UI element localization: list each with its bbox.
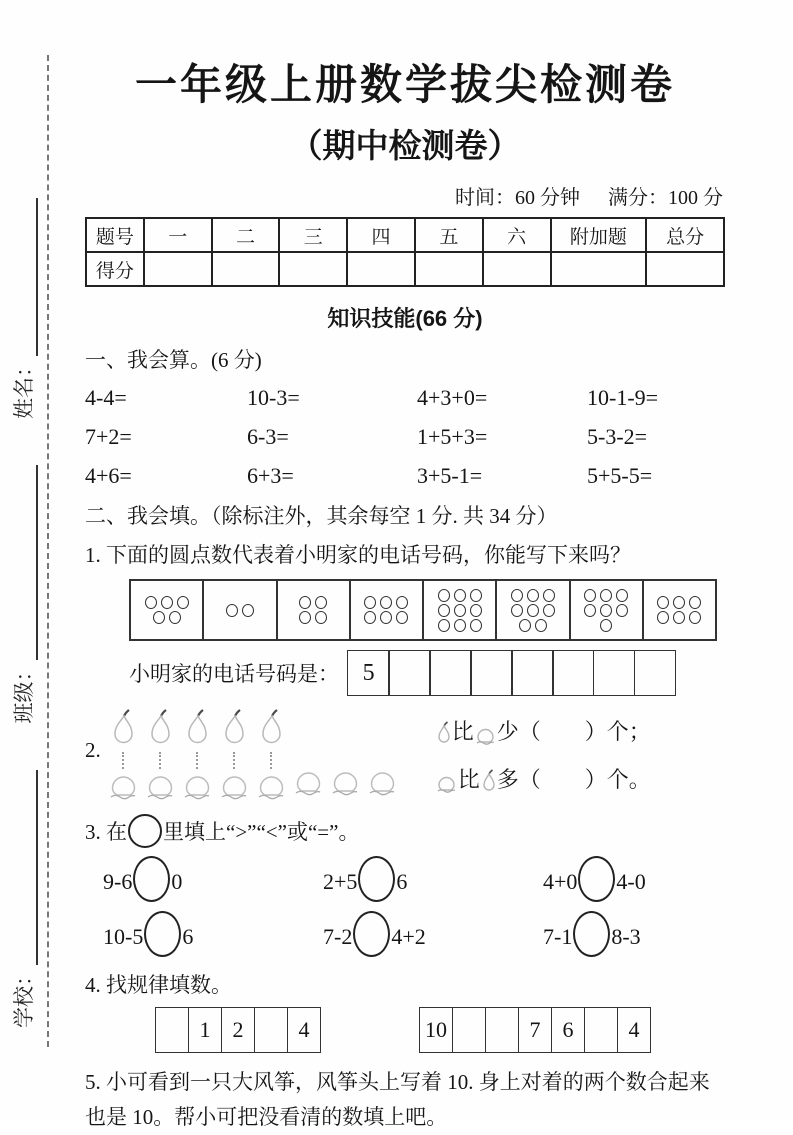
chick-icon: [145, 770, 176, 805]
dot-row: [224, 603, 256, 618]
dot-card: [424, 581, 497, 639]
dot: [299, 611, 311, 624]
section-title: 知识技能(66 分): [327, 306, 483, 331]
dot: [145, 596, 157, 609]
dot: [543, 604, 555, 617]
dot: [543, 589, 555, 602]
sequence-number-cell: 1: [189, 1008, 222, 1052]
dot: [657, 611, 669, 624]
equation: 3+5-1=: [417, 463, 483, 488]
equation: 4-4=: [85, 385, 127, 410]
dot: [438, 589, 450, 602]
left-expression: 2+5: [323, 869, 358, 894]
name-blank-line[interactable]: [16, 198, 38, 356]
right-expression: 8-3: [611, 924, 641, 949]
school-field: [8, 770, 38, 1028]
phone-answer-cells: [349, 650, 676, 696]
phone-digit-cell: 5: [347, 650, 390, 696]
equation: 5-3-2=: [587, 424, 648, 449]
dot: [364, 611, 376, 624]
dot: [584, 589, 596, 602]
dot-row: [582, 588, 630, 603]
sequence-number-cell: 4: [628, 1017, 640, 1042]
dot: [161, 596, 173, 609]
dot: [169, 611, 181, 624]
dot: [454, 619, 466, 632]
figure-column: [107, 708, 140, 805]
dot: [315, 596, 327, 609]
dot-row: [362, 610, 410, 625]
compare-statements: [435, 708, 651, 805]
dot: [396, 611, 408, 624]
time-limit: 时间：60 分钟: [455, 187, 580, 209]
chick-icon: [293, 766, 324, 801]
score-table-col: 一: [144, 218, 212, 252]
right-expression: 6: [396, 869, 408, 894]
school-blank-line[interactable]: [16, 770, 38, 965]
equation: 5+5-5=: [587, 463, 653, 488]
compare-word: 比: [451, 718, 474, 744]
score-input-cell[interactable]: [551, 252, 647, 286]
right-expression: 4-0: [616, 869, 646, 894]
compare-rest: 多（ ）个。: [496, 766, 651, 792]
figure-column: [181, 708, 214, 805]
q2-item2-number: 2.: [85, 738, 101, 762]
dotted-connector: [196, 752, 198, 769]
dot: [673, 611, 685, 624]
dot-number-cards: [129, 579, 717, 641]
equation: 4+6=: [85, 463, 132, 488]
score-table-col: 总分: [646, 218, 724, 252]
dot: [519, 619, 531, 632]
equation: 4+3+0=: [417, 385, 488, 410]
dot: [527, 604, 539, 617]
equation: 1+5+3=: [417, 424, 488, 449]
dot: [177, 596, 189, 609]
dot: [600, 619, 612, 632]
comparison-item: [103, 911, 323, 960]
dot: [535, 619, 547, 632]
dot-row: [655, 610, 703, 625]
page-title: 一年级上册数学拔尖检测卷: [134, 61, 675, 108]
right-expression: 0: [171, 869, 183, 894]
dot-card: [351, 581, 424, 639]
comparison-grid: [103, 856, 725, 960]
sequence-blank-cell[interactable]: [486, 1008, 519, 1052]
compare-circle[interactable]: [133, 856, 170, 902]
compare-line-2: [435, 763, 651, 799]
pear-icon: [110, 708, 136, 751]
dot-row: [362, 595, 410, 610]
q1-equation-grid: [85, 385, 725, 489]
score-table-col: 附加题: [551, 218, 647, 252]
compare-circle[interactable]: [144, 911, 181, 957]
dot-row: [655, 595, 703, 610]
pear-icon: [258, 708, 284, 751]
dot-row: [598, 618, 614, 633]
dot: [396, 596, 408, 609]
compare-circle[interactable]: [578, 856, 615, 902]
sequence-number-cell: 10: [420, 1008, 453, 1052]
score-table-col: 三: [279, 218, 347, 252]
class-label: 班级：: [12, 660, 36, 724]
left-expression: 9-6: [103, 869, 133, 894]
score-table-col: 五: [415, 218, 483, 252]
dotted-connector: [270, 752, 272, 769]
dot-row: [436, 588, 484, 603]
dot: [511, 604, 523, 617]
dot: [470, 589, 482, 602]
score-table-col: 四: [347, 218, 415, 252]
left-expression: 7-2: [323, 924, 353, 949]
dot: [584, 604, 596, 617]
comparison-item: [543, 911, 725, 960]
dot-card: [644, 581, 715, 639]
dotted-connector: [122, 752, 124, 769]
dotted-connector: [159, 752, 161, 769]
dot: [299, 596, 311, 609]
phone-digit-cell[interactable]: [634, 650, 677, 696]
q2-heading: 二、我会填。（除标注外，其余每空 1 分. 共 34 分）: [85, 504, 558, 528]
chick-icon: [330, 766, 361, 801]
dot-row: [509, 603, 557, 618]
dot: [380, 611, 392, 624]
sequence-blank-cell[interactable]: [156, 1008, 189, 1052]
compare-word: 比: [457, 766, 480, 792]
pear-icon: [221, 708, 247, 751]
score-table-col: 二: [212, 218, 280, 252]
name-field: [8, 198, 38, 419]
dot: [600, 589, 612, 602]
chick-icon: [475, 725, 496, 751]
comparison-item: [323, 856, 543, 905]
q2-item4-text: 4. 找规律填数。: [85, 973, 232, 997]
pear-icon: [184, 708, 210, 751]
dot: [226, 604, 238, 617]
chick-icon: [367, 766, 398, 801]
dot-row: [436, 603, 484, 618]
q2-item5-line1: 5. 小可看到一只大风筝，风筝头上写着 10. 身上对着的两个数合起来: [85, 1070, 710, 1094]
pear-icon: [481, 769, 496, 799]
dot-row: [297, 610, 329, 625]
dot: [600, 604, 612, 617]
score-table-corner: 题号: [86, 218, 144, 252]
sequence-blank-cell[interactable]: [255, 1008, 288, 1052]
figure-column: [255, 708, 288, 805]
score-input-cell[interactable]: [144, 252, 212, 286]
sequence-blank-cell[interactable]: [453, 1008, 486, 1052]
chick-icon: [108, 770, 139, 805]
q2-item1-text: 1. 下面的圆点数代表着小明家的电话号码，你能写下来吗？: [85, 543, 631, 567]
sequence-number-cell: 7: [519, 1008, 552, 1052]
phone-digit-cell[interactable]: [552, 650, 595, 696]
compare-circle[interactable]: [353, 911, 390, 957]
class-field: [8, 466, 38, 724]
sequence-box-2: [419, 1007, 651, 1053]
dot: [315, 611, 327, 624]
compare-rest: 少（ ）个；: [496, 718, 651, 744]
sequence-box-1: [155, 1007, 321, 1053]
left-expression: 4+0: [543, 869, 578, 894]
dot-row: [517, 618, 549, 633]
score-input-cell[interactable]: [483, 252, 551, 286]
phone-answer-row: [85, 650, 725, 696]
score-input-cell[interactable]: [646, 252, 724, 286]
school-label: 学校：: [12, 965, 36, 1028]
chick-icon: [436, 773, 457, 799]
dot: [616, 604, 628, 617]
score-input-cell[interactable]: [212, 252, 280, 286]
sequence-number-cell: 4: [298, 1017, 310, 1042]
right-expression: 6: [182, 924, 194, 949]
figure-column: [366, 708, 399, 805]
sequence-blank-cell[interactable]: [585, 1008, 618, 1052]
q2-item3-text: [85, 814, 725, 848]
dot: [511, 589, 523, 602]
phone-digit-cell[interactable]: [470, 650, 513, 696]
paper-content: [85, 38, 725, 1135]
class-blank-line[interactable]: [16, 466, 38, 661]
equation: 10-1-9=: [587, 385, 659, 410]
exam-meta: [85, 181, 725, 210]
dot: [470, 604, 482, 617]
dot: [454, 604, 466, 617]
figure-column: [292, 708, 325, 805]
name-label: 姓名：: [12, 356, 36, 419]
dot-row: [143, 595, 191, 610]
score-table-col: 六: [483, 218, 551, 252]
compare-line-1: [435, 715, 651, 751]
dot: [454, 589, 466, 602]
q2-item3-prefix: 3. 在: [85, 820, 127, 844]
figure-column: [218, 708, 251, 805]
dot-card: [278, 581, 351, 639]
pear-icon: [436, 721, 451, 751]
dot-row: [436, 618, 484, 633]
dot: [242, 604, 254, 617]
left-expression: 10-5: [103, 924, 144, 949]
pear-chick-figure: [107, 708, 407, 805]
dot: [380, 596, 392, 609]
pear-icon: [147, 708, 173, 751]
dot: [673, 596, 685, 609]
score-input-cell[interactable]: [415, 252, 483, 286]
phone-digit-cell[interactable]: [511, 650, 554, 696]
q2-item5-line2: 也是 10。帮小可把没看清的数填上吧。: [85, 1105, 448, 1129]
chick-icon: [182, 770, 213, 805]
q2-item3-suffix: 里填上“>”“<”或“=”。: [163, 820, 360, 844]
dot-card: [131, 581, 204, 639]
sequence-number-cell: 2: [222, 1008, 255, 1052]
dot-row: [151, 610, 183, 625]
phone-answer-label: 小明家的电话号码是：: [129, 662, 339, 686]
score-table: [85, 217, 725, 287]
compare-circle[interactable]: [573, 911, 610, 957]
dotted-connector: [233, 752, 235, 769]
fill-circle-example: [128, 814, 162, 848]
equation: 7+2=: [85, 424, 132, 449]
dot-card: [571, 581, 644, 639]
dot: [364, 596, 376, 609]
page-subtitle: （期中检测卷）: [289, 127, 521, 164]
dot-card: [204, 581, 277, 639]
dot-card: [497, 581, 570, 639]
dot: [438, 604, 450, 617]
left-expression: 7-1: [543, 924, 573, 949]
binding-dashed-line: [47, 55, 49, 1047]
comparison-item: [323, 911, 543, 960]
sequence-number-cell: 6: [552, 1008, 585, 1052]
dot-row: [509, 588, 557, 603]
compare-circle[interactable]: [358, 856, 395, 902]
student-info-margin: [12, 198, 38, 1028]
dot: [470, 619, 482, 632]
equation: 6-3=: [247, 424, 289, 449]
q2-item2: [85, 708, 725, 805]
phone-digit-cell[interactable]: [388, 650, 431, 696]
chick-icon: [219, 770, 250, 805]
number-sequences: [155, 1007, 725, 1053]
dot: [689, 611, 701, 624]
phone-digit-cell[interactable]: [429, 650, 472, 696]
score-input-cell[interactable]: [347, 252, 415, 286]
dot: [657, 596, 669, 609]
q1-heading: 一、我会算。(6 分): [85, 348, 262, 372]
dot-row: [297, 595, 329, 610]
comparison-item: [543, 856, 725, 905]
right-expression: 4+2: [391, 924, 426, 949]
dot: [527, 589, 539, 602]
dot: [438, 619, 450, 632]
equation: 10-3=: [247, 385, 300, 410]
dot: [153, 611, 165, 624]
dot: [689, 596, 701, 609]
score-input-cell[interactable]: [279, 252, 347, 286]
dot: [616, 589, 628, 602]
dot-row: [582, 603, 630, 618]
figure-column: [144, 708, 177, 805]
phone-digit-cell[interactable]: [593, 650, 636, 696]
equation: 6+3=: [247, 463, 294, 488]
score-row-label: 得分: [86, 252, 144, 286]
figure-column: [329, 708, 362, 805]
chick-icon: [256, 770, 287, 805]
comparison-item: [103, 856, 323, 905]
full-score: 满分：100 分: [608, 187, 723, 209]
